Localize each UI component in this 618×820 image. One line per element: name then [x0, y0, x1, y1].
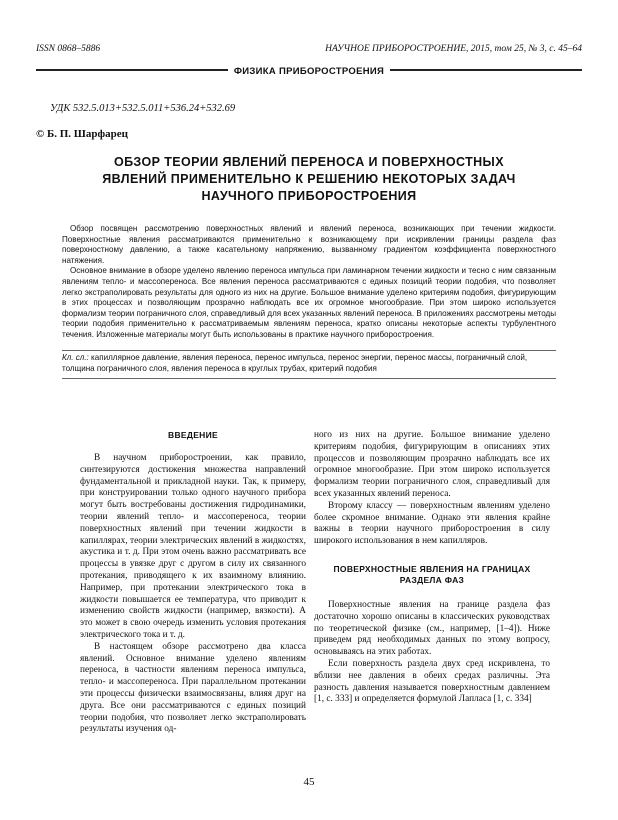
right-column: [314, 430, 550, 706]
section-heading-introduction: ВВЕДЕНИЕ: [168, 430, 218, 440]
abstract: [62, 224, 556, 341]
udk-code: УДК 532.5.013+532.5.011+536.24+532.69: [50, 103, 236, 114]
section-rule-right: [390, 69, 582, 73]
body-paragraph: ного из них на другие. Большое внимание уделено критериям подобия, фигурирующим в описаниях этих процессов и позволяющим прозрачно наблюдать все их огромное многообразие. При этом широко используется формализм теории пограничного слоя, справедливый для всех указанных явлений переноса.: [314, 430, 550, 499]
section-label: ФИЗИКА ПРИБОРОСТРОЕНИЯ: [233, 65, 385, 77]
journal-citation: НАУЧНОЕ ПРИБОРОСТРОЕНИЕ, 2015, том 25, № 3, с. 45–64: [325, 44, 582, 54]
keywords-text: капиллярное давление, явления переноса, перенос импульса, перенос энергии, перенос массы, пограничный слой, толщина пограничного слоя, явления переноса в круглых трубах, критерий подобия: [62, 353, 528, 373]
divider: [62, 350, 556, 351]
section-rule-left: [36, 69, 228, 73]
abstract-paragraph: Основное внимание в обзоре уделено явлению переноса импульса при ламинарном течении жидкости и тесно с ним связанным явлениям тепло- и массопереноса. Все явления переноса рассматриваются с единых позиций теории подобия, что позволяет легко экстраполировать результаты для одного из них на другие. Большое внимание уделено критериям подобия, фигурирующим в этих процессах и позволяющим прозрачно наблюдать все их огромное многообразие. При этом широко используется формализм теории пограничного слоя, справедливый для всех указанных явлений переноса. В приложениях рассмотрены методы теории подобия применительно к рассматриваемым явлениям переноса, кратко описаны некоторые аспекты турбулентного течения. Изложенные материалы могут быть использованы в практике научного приборостроения.: [62, 266, 556, 339]
keywords: [62, 353, 556, 374]
divider: [62, 378, 556, 379]
section-heading-surface-phenomena: ПОВЕРХНОСТНЫЕ ЯВЛЕНИЯ НА ГРАНИЦАХ РАЗДЕЛА ФАЗ: [333, 563, 531, 585]
author: © Б. П. Шарфарец: [36, 128, 128, 140]
running-header: [36, 44, 582, 54]
section-bar: [36, 65, 582, 77]
body-paragraph: Если поверхность раздела двух сред искривлена, то вблизи нее давления в обеих средах различны. Эта разность давления называется поверхностным давлением [1, с. 333] и определяется формулой Лапласа [1, с. 334]: [314, 658, 550, 705]
article-title: ОБЗОР ТЕОРИИ ЯВЛЕНИЙ ПЕРЕНОСА И ПОВЕРХНОСТНЫХ ЯВЛЕНИЙ ПРИМЕНИТЕЛЬНО К РЕШЕНИЮ НЕКОТОРЫХ ЗАДАЧ НАУЧНОГО ПРИБОРОСТРОЕНИЯ: [102, 155, 516, 203]
abstract-paragraph: Обзор посвящен рассмотрению поверхностных явлений и явлений переноса, возникающих при течении жидкости. Поверхностные явления рассматриваются применительно к возникающему при искривлении границы раздела фаз поверхностному давлению, а также касательному напряжению, вызванному градиентом коэффициента поверхностного натяжения.: [62, 224, 556, 265]
page-number: 45: [303, 776, 315, 788]
body-paragraph: В научном приборостроении, как правило, синтезируются достижения множества направлений фундаментальной и прикладной науки. Так, к примеру, при конструировании только одного научного прибора могут быть востребованы достижения гидродинамики, теории явлений тепло- и массопереноса, теории поверхностных явлений при течении жидкости в капиллярах, теории электрических явлений в жидкостях, акустика и т. д. При этом очень важно рассматривать все процессы в увязке друг с другом в силу их связанного протекания, приводящего к их взаимному влиянию. Например, при протекании электрического тока в жидкости повышается ее температура, что приводит к изменению свойств жидкости (например, вязкости). А это может в свою очередь изменить условия протекания электрического тока и т. д.: [80, 453, 306, 640]
body-paragraph: Второму классу — поверхностным явлениям уделено более скромное внимание. Однако эти явления крайне важны в теории научного приборостроения в силу широкого использования в нем капилляров.: [314, 500, 550, 547]
left-column: [80, 430, 306, 736]
body-paragraph: В настоящем обзоре рассмотрено два класса явлений. Основное внимание уделено явлениям переноса, в частности явлениям переноса импульса, тепло- и массопереноса. При параллельном протекании эти процессы физически взаимосвязаны, влияя друг на друга. Все они рассматриваются с единых позиций теории подобия, что позволяет легко экстраполировать результаты изучения од-: [80, 641, 306, 735]
issn: ISSN 0868–5886: [36, 44, 101, 54]
body-paragraph: Поверхностные явления на границе раздела фаз достаточно хорошо описаны в классических руководствах по теоретической физике (см., например, [1–4]). Ниже приведем ряд необходимых данных по этому вопросу, основываясь на этих работах.: [314, 599, 550, 658]
keywords-label: Кл. сл.:: [62, 353, 89, 362]
